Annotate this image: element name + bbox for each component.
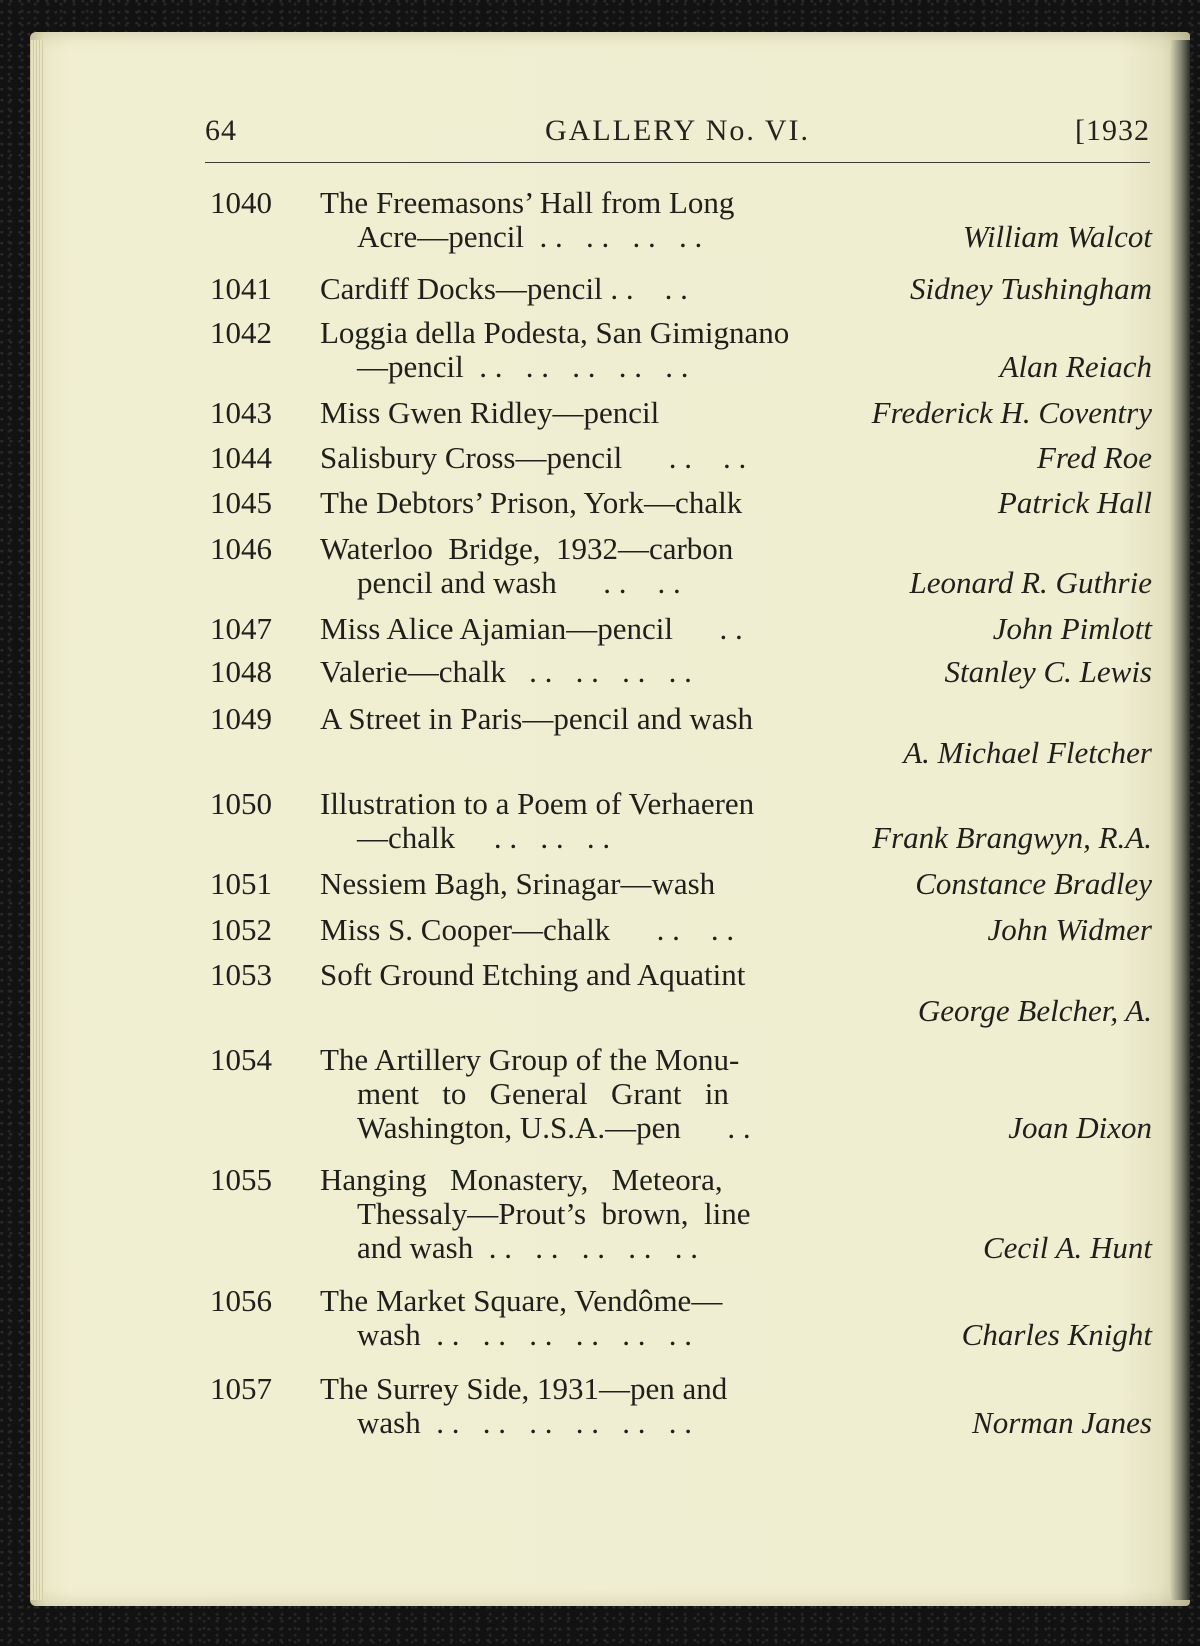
- entry-title-line: Thessaly—Prout’s brown, line: [357, 1196, 751, 1231]
- entry-artist: Frederick H. Coventry: [871, 395, 1152, 430]
- entry-title-line: ment to General Grant in: [357, 1076, 729, 1111]
- entry-artist: Charles Knight: [961, 1317, 1152, 1352]
- entry-number: 1044: [210, 440, 272, 475]
- entry-title-line: Salisbury Cross—pencil . . . .: [320, 440, 747, 475]
- entry-number: 1048: [210, 654, 272, 689]
- entry-title-line: The Surrey Side, 1931—pen and: [320, 1371, 728, 1406]
- entry-title-line: Nessiem Bagh, Srinagar—wash: [320, 866, 716, 901]
- entry-number: 1050: [210, 786, 272, 821]
- entry-number: 1057: [210, 1371, 272, 1406]
- entry-artist: William Walcot: [962, 219, 1152, 254]
- entry-title-line: The Market Square, Vendôme—: [320, 1283, 723, 1318]
- entry-title-line: Miss Alice Ajamian—pencil . .: [320, 611, 743, 646]
- entry-number: 1043: [210, 395, 272, 430]
- entry-title-line: The Artillery Group of the Monu-: [320, 1042, 740, 1077]
- entry-title-line: pencil and wash . . . .: [357, 565, 681, 600]
- entry-artist: George Belcher, A.: [917, 993, 1152, 1028]
- entry-title-line: Miss S. Cooper—chalk . . . .: [320, 912, 735, 947]
- entry-title-line: Soft Ground Etching and Aquatint: [320, 957, 746, 992]
- entry-artist: John Pimlott: [992, 611, 1152, 646]
- entry-title-line: The Freemasons’ Hall from Long: [320, 185, 735, 220]
- entry-artist: Constance Bradley: [915, 866, 1152, 901]
- entry-artist: Joan Dixon: [1008, 1110, 1152, 1145]
- entry-number: 1046: [210, 531, 272, 566]
- entry-title-line: Acre—pencil . . . . . . . .: [357, 219, 703, 254]
- entry-number: 1041: [210, 271, 272, 306]
- entry-artist: Sidney Tushingham: [910, 271, 1152, 306]
- entry-title-line: Waterloo Bridge, 1932—carbon: [320, 531, 734, 566]
- entry-number: 1042: [210, 315, 272, 350]
- entry-number: 1056: [210, 1283, 272, 1318]
- entry-number: 1045: [210, 485, 272, 520]
- entry-title-line: Miss Gwen Ridley—pencil: [320, 395, 660, 430]
- entry-number: 1052: [210, 912, 272, 947]
- entry-title-line: Washington, U.S.A.—pen . .: [357, 1110, 751, 1145]
- entry-artist: Fred Roe: [1036, 440, 1152, 475]
- entry-title-line: Cardiff Docks—pencil . . . .: [320, 271, 688, 306]
- entry-number: 1040: [210, 185, 272, 220]
- entry-title-line: Loggia della Podesta, San Gimignano: [320, 315, 790, 350]
- entry-artist: Leonard R. Guthrie: [909, 565, 1152, 600]
- entry-artist: Frank Brangwyn, R.A.: [872, 820, 1152, 855]
- entry-number: 1053: [210, 957, 272, 992]
- entry-title-line: A Street in Paris—pencil and wash: [320, 701, 754, 736]
- entry-artist: Stanley C. Lewis: [944, 654, 1152, 689]
- catalogue-year: [1932: [1075, 114, 1150, 147]
- entry-number: 1055: [210, 1162, 272, 1197]
- entry-artist: Patrick Hall: [997, 485, 1152, 520]
- entry-artist: A. Michael Fletcher: [903, 735, 1152, 770]
- entry-title-line: —pencil . . . . . . . . . .: [357, 349, 689, 384]
- entry-artist: John Widmer: [987, 912, 1152, 947]
- entry-number: 1047: [210, 611, 272, 646]
- entry-title-line: wash . . . . . . . . . . . .: [357, 1317, 692, 1352]
- entry-title-line: Hanging Monastery, Meteora,: [320, 1162, 723, 1197]
- page-number: 64: [205, 114, 237, 147]
- entry-title-line: Valerie—chalk . . . . . . . .: [320, 654, 692, 689]
- entry-title-line: wash . . . . . . . . . . . .: [357, 1405, 692, 1440]
- entry-number: 1051: [210, 866, 272, 901]
- entry-artist: Alan Reiach: [999, 349, 1152, 384]
- entry-title-line: The Debtors’ Prison, York—chalk: [320, 485, 743, 520]
- entry-title-line: —chalk . . . . . .: [357, 820, 611, 855]
- entry-number: 1049: [210, 701, 272, 736]
- entry-number: 1054: [210, 1042, 272, 1077]
- entry-title-line: Illustration to a Poem of Verhaeren: [320, 786, 755, 821]
- entry-artist: Norman Janes: [972, 1405, 1152, 1440]
- section-title: GALLERY No. VI.: [545, 114, 810, 147]
- entry-artist: Cecil A. Hunt: [982, 1230, 1152, 1265]
- entry-title-line: and wash . . . . . . . . . .: [357, 1230, 698, 1265]
